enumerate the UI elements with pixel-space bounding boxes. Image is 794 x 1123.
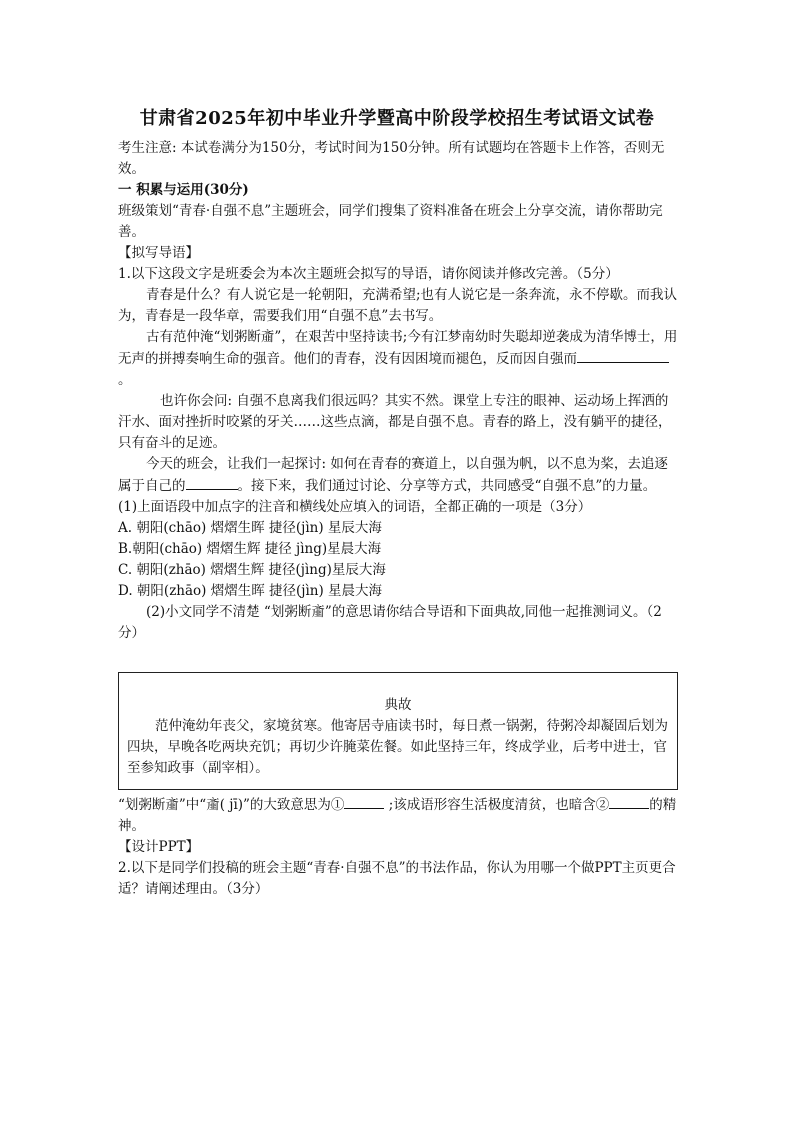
option-d: D. 朝阳(zhāo) 熠熠生晖 捷径(jìn) 星晨大海	[118, 583, 383, 599]
answer-blank	[344, 794, 384, 809]
exam-notice: 考生注意: 本试卷满分为150分，考试时间为150分钟。所有试题均在答题卡上作答，否则无效。	[118, 140, 665, 177]
option-b: B.朝阳(chāo) 熠熠生辉 捷径 jìng)星晨大海	[118, 541, 382, 557]
option-c: C. 朝阳(zhāo) 熠熠生辉 捷径(jìng)星辰大海	[118, 562, 386, 578]
passage-paragraph-3: 也许你会问: 自强不息离我们很远吗？其实不然。课堂上专注的眼神、运动场上挥洒的汗水、面对挫折时咬紧的牙关……这些点滴，都是自强不息。青春的路上，没有躺平的捷径，只有奋斗的足迹。	[118, 393, 672, 451]
fill-text-c: 的精神。	[118, 797, 677, 834]
question-1: 1.以下这段文字是班委会为本次主题班会拟写的导语，请你阅读并修改完善。（5分）	[118, 266, 619, 282]
fill-text-b: ;该成语形容生活极度清贫，也暗含②	[384, 797, 610, 813]
answer-blank	[186, 475, 238, 490]
section-intro: 班级策划“青春·自强不息”主题班会，同学们搜集了资料准备在班会上分享交流，请你帮助完善。	[118, 203, 663, 240]
sub-question-1: (1)上面语段中加点字的注音和横线处应填入的词语，全都正确的一项是（3分）	[118, 499, 592, 515]
part-heading-guide: 【拟写导语】	[118, 245, 199, 261]
exam-body	[118, 138, 678, 900]
answer-blank	[609, 794, 649, 809]
sub-question-2: (2)小文同学不清楚 “划粥断齑”的意思请你结合导语和下面典故,同他一起推测词义。（2分）	[118, 604, 662, 641]
allusion-box	[118, 672, 678, 790]
passage-paragraph-2-end: 。	[118, 372, 132, 388]
fill-in-question	[118, 794, 678, 837]
passage-paragraph-4-text-a: 今天的班会，让我们一起探讨: 如何在青春的赛道上，以自强为帆，以不息为桨，去追逐属于自己的	[118, 456, 668, 494]
part-heading-ppt: 【设计PPT】	[118, 839, 200, 855]
allusion-text: 范仲淹幼年丧父，家境贫寒。他寄居寺庙读书时，每日煮一锅粥，待粥冷却凝固后划为四块，早晚各吃两块充饥；再切少许腌菜佐餐。如此坚持三年，终成学业，后考中进士，官至参知政事（副宰相）。	[127, 718, 668, 776]
question-2: 2.以下是同学们投稿的班会主题“青春·自强不息”的书法作品，你认为用哪一个做PPT主页更合适？请阐述理由。（3分）	[118, 860, 676, 897]
passage-paragraph-2	[118, 327, 678, 391]
allusion-title: 典故	[384, 697, 412, 713]
passage-paragraph-4	[118, 454, 678, 497]
section-heading: 一 积累与运用(30分)	[118, 182, 249, 198]
option-a: A. 朝阳(chāo) 熠熠生晖 捷径(jìn) 星辰大海	[118, 520, 382, 536]
exam-title: 甘肃省2025年初中毕业升学暨高中阶段学校招生考试语文试卷	[139, 108, 655, 129]
passage-paragraph-1: 青春是什么？有人说它是一轮朝阳，充满希望;也有人说它是一条奔流，永不停歇。而我认为，青春是一段华章，需要我们用“自强不息”去书写。	[118, 287, 678, 324]
passage-paragraph-4-text-b: 。接下来，我们通过讨论、分享等方式，共同感受“自强不息”的力量。	[237, 478, 657, 494]
fill-text-a: “划粥断齑”中“齑( jī)”的大致意思为①	[118, 797, 345, 813]
answer-blank	[577, 348, 669, 363]
passage-paragraph-2-text: 古有范仲淹“划粥断齑”，在艰苦中坚持读书;今有江梦南幼时失聪却逆袭成为清华博士，用无声的拼搏奏响生命的强音。他们的青春，没有因困境而褪色，反而因自强而	[118, 329, 678, 367]
